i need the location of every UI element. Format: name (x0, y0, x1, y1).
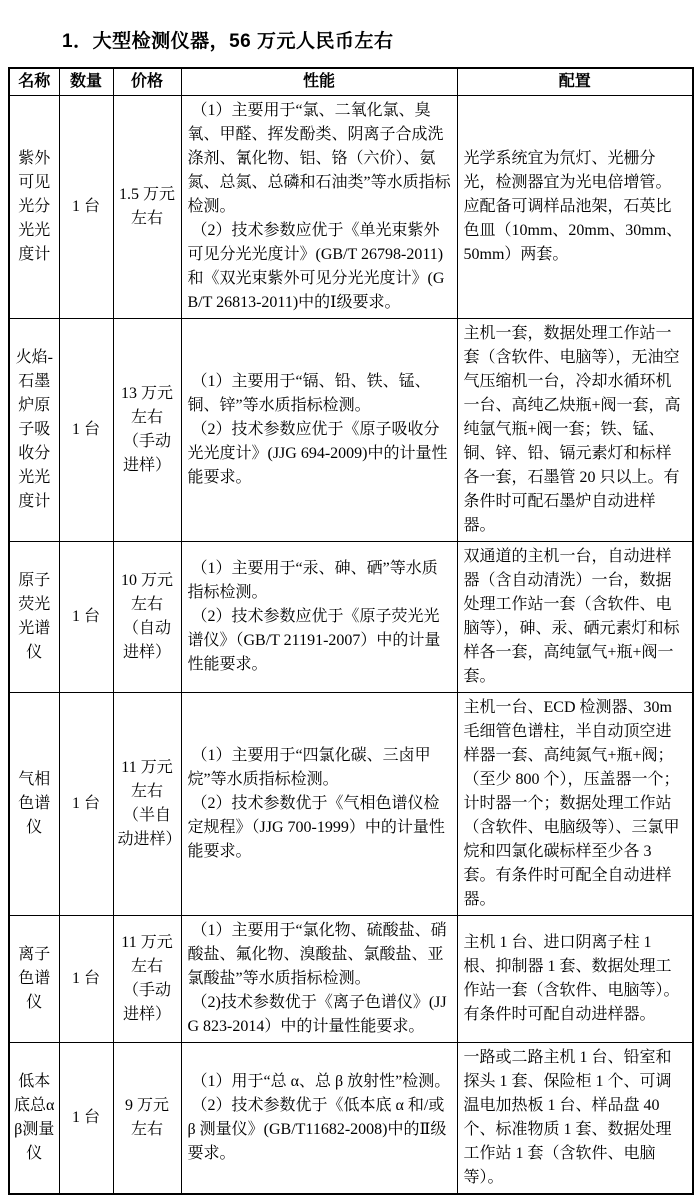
configuration-text: 光学系统宜为氘灯、光栅分光，检测器宜为光电倍增管。应配备可调样品池架，石英比色皿（10mm、20mm、30mm、50mm）两套。 (463, 150, 683, 263)
instrument-quantity: 1 台 (59, 1043, 113, 1195)
instrument-price: 11 万元左右（半自动进样） (113, 693, 181, 916)
instrument-configuration (457, 693, 693, 916)
page-title: 1．大型检测仪器，56 万元人民币左右 (62, 31, 394, 52)
instrument-name: 低本底总αβ测量仪 (9, 1043, 59, 1195)
performance-item-1: （1）主要用于“四氯化碳、三卤甲烷”等水质指标检测。 (187, 747, 431, 788)
instrument-name: 气相色谱仪 (9, 693, 59, 916)
instrument-quantity: 1 台 (59, 319, 113, 542)
instrument-configuration (457, 319, 693, 542)
configuration-text: 双通道的主机一台，自动进样器（含自动清洗）一台，数据处理工作站一套（含软件、电脑等），砷、汞、硒元素灯和标样各一套，高纯氩气+瓶+阀一套。 (463, 548, 680, 685)
table-row (9, 1043, 693, 1195)
performance-item-2: （2）技术参数应优于《单光束紫外可见分光光度计》(GB/T 26798-2011)和《双光束紫外可见分光光度计》(GB/T 26813-2011)中的Ⅰ级要求。 (187, 222, 445, 311)
table-header-row (9, 68, 693, 96)
configuration-text: 主机 1 台、进口阴离子柱 1 根、抑制器 1 套、数据处理工作站一套（含软件、电脑等）。有条件时可配自动进样器。 (463, 934, 680, 1023)
column-header-price: 价格 (113, 68, 181, 96)
instrument-configuration (457, 542, 693, 693)
instrument-performance (181, 1043, 457, 1195)
instrument-price: 11 万元左右（手动进样） (113, 916, 181, 1043)
column-header-performance: 性能 (181, 68, 457, 96)
performance-item-2: （2）技术参数应优于《原子荧光光谱仪》（GB/T 21191-2007）中的计量性能要求。 (187, 608, 441, 673)
instrument-quantity: 1 台 (59, 916, 113, 1043)
performance-item-1: （1）用于“总 α、总 β 放射性”检测。 (191, 1073, 451, 1090)
performance-item-1: （1）主要用于“氯化物、硫酸盐、硝酸盐、氟化物、溴酸盐、氯酸盐、亚氯酸盐”等水质指标检测。 (187, 922, 447, 987)
instrument-name: 离子色谱仪 (9, 916, 59, 1043)
performance-item-1: （1）主要用于“汞、砷、硒”等水质指标检测。 (187, 560, 438, 601)
performance-item-2: （2）技术参数优于《低本底 α 和/或 β 测量仪》(GB/T11682-2008)中的Ⅱ级要求。 (187, 1097, 447, 1162)
instrument-configuration (457, 96, 693, 319)
performance-item-2: （2）技术参数优于《气相色谱仪检定规程》（JJG 700-1999）中的计量性能要求。 (187, 795, 445, 860)
instrument-price: 10 万元左右（自动进样） (113, 542, 181, 693)
instrument-performance (181, 693, 457, 916)
instrument-performance (181, 542, 457, 693)
instrument-price: 9 万元左右 (113, 1043, 181, 1195)
instrument-name: 原子荧光光谱仪 (9, 542, 59, 693)
instrument-quantity: 1 台 (59, 96, 113, 319)
configuration-text: 一路或二路主机 1 台、铅室和探头 1 套、保险柜 1 个、可调温电加热板 1 台、样品盘 40 个、标准物质 1 套、数据处理工作站 1 套（含软件、电脑等）。 (463, 1049, 672, 1186)
instrument-name: 火焰-石墨炉原子吸收分光光度计 (9, 319, 59, 542)
instrument-performance (181, 96, 457, 319)
configuration-text: 主机一台、ECD 检测器、30m 毛细管色谱柱，半自动顶空进样器一套、高纯氮气+瓶+阀；（至少 800 个），压盖器一个；计时器一个；数据处理工作站（含软件、电脑级等）、三氯甲烷和四氯化碳标样至少各 3 套。有条件时可配全自动进样器。 (463, 699, 680, 908)
instrument-configuration (457, 916, 693, 1043)
instrument-configuration (457, 1043, 693, 1195)
instrument-quantity: 1 台 (59, 693, 113, 916)
instrument-performance (181, 916, 457, 1043)
column-header-quantity: 数量 (59, 68, 113, 96)
configuration-text: 主机一套，数据处理工作站一套（含软件、电脑等），无油空气压缩机一台，冷却水循环机一台、高纯乙炔瓶+阀一套，高纯氩气瓶+阀一套；铁、锰、铜、锌、铅、镉元素灯和标样各一套，石墨管 20 只以上。有条件时可配石墨炉自动进样器。 (463, 325, 681, 534)
performance-item-2: （2）技术参数应优于《原子吸收分光光度计》(JJG 694-2009)中的计量性能要求。 (187, 421, 448, 486)
column-header-configuration: 配置 (457, 68, 693, 96)
table-row (9, 916, 693, 1043)
table-row (9, 96, 693, 319)
table-row (9, 319, 693, 542)
instrument-name: 紫外可见光分光光度计 (9, 96, 59, 319)
instruments-table (8, 67, 694, 1195)
performance-item-1: （1）主要用于“氯、二氧化氯、臭氧、甲醛、挥发酚类、阴离子合成洗涤剂、氰化物、铝、铬（六价）、氨氮、总氮、总磷和石油类”等水质指标检测。 (187, 102, 451, 215)
instrument-quantity: 1 台 (59, 542, 113, 693)
table-row (9, 542, 693, 693)
instrument-price: 13 万元左右（手动进样） (113, 319, 181, 542)
column-header-name: 名称 (9, 68, 59, 96)
instrument-price: 1.5 万元左右 (113, 96, 181, 319)
performance-item-2: （2)技术参数优于《离子色谱仪》(JJG 823-2014）中的计量性能要求。 (187, 994, 447, 1035)
table-row (9, 693, 693, 916)
performance-item-1: （1）主要用于“镉、铅、铁、锰、铜、锌”等水质指标检测。 (187, 373, 431, 414)
instrument-performance (181, 319, 457, 542)
